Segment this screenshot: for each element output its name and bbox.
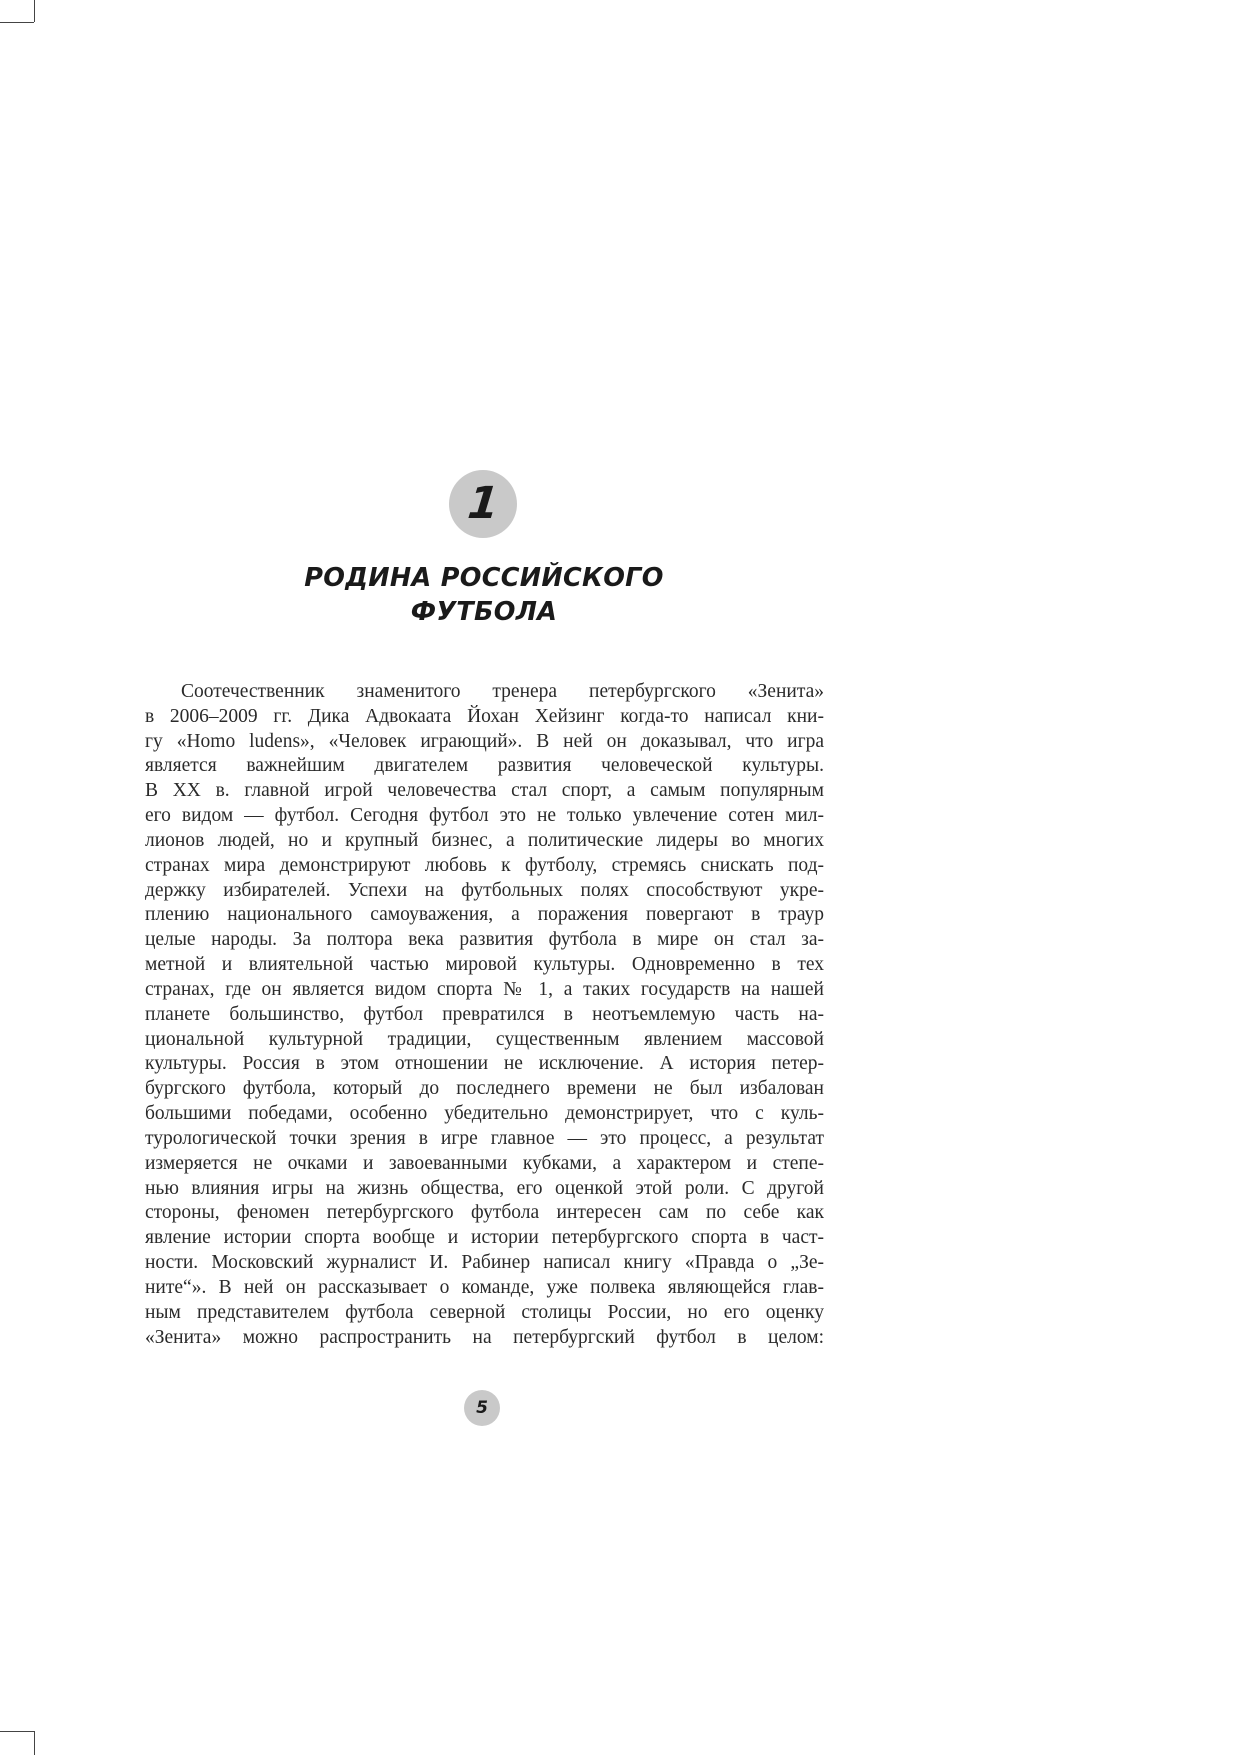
- chapter-number-badge: [449, 470, 517, 538]
- text-line: «Зенита» можно распространить на петербургский футбол в целом:: [145, 1326, 824, 1348]
- chapter-title-line: РОДИНА РОССИЙСКОГО: [304, 563, 664, 593]
- text-line: большими победами, особенно убедительно демонстрирует, что с куль-: [145, 1103, 824, 1125]
- text-line: его видом — футбол. Сегодня футбол это не только увлечение сотен мил-: [145, 805, 824, 827]
- text-line: держку избирателей. Успехи на футбольных полях способствуют укре-: [145, 879, 824, 901]
- text-line: странах, где он является видом спорта № 1, а таких государств на нашей: [145, 978, 824, 1000]
- text-line: турологической точки зрения в игре главное — это процесс, а результат: [145, 1127, 824, 1149]
- crop-mark-bottom-left-horizontal: [0, 1731, 34, 1732]
- text-line: плению национального самоуважения, а поражения повергают в траур: [145, 904, 824, 926]
- text-line: в 2006–2009 гг. Дика Адвокаата Йохан Хейзинг когда-то написал кни-: [145, 705, 824, 727]
- text-line: гу «Homo ludens», «Человек играющий». В ней он доказывал, что игра: [145, 730, 824, 752]
- text-line: ните“». В ней он рассказывает о команде, уже полвека являющейся глав-: [145, 1276, 824, 1298]
- page-number-badge: [464, 1390, 500, 1426]
- text-line: является важнейшим двигателем развития человеческой культуры.: [145, 755, 824, 777]
- text-line: странах мира демонстрируют любовь к футболу, стремясь снискать под-: [145, 854, 824, 876]
- crop-mark-bottom-left-vertical: [34, 1731, 35, 1755]
- chapter-number: 1: [465, 478, 502, 529]
- text-line: бургского футбола, который до последнего времени не был избалован: [145, 1078, 824, 1100]
- body-text: [145, 680, 824, 1350]
- text-line: явление истории спорта вообще и истории петербургского спорта в част-: [145, 1227, 824, 1249]
- text-line: ности. Московский журналист И. Рабинер написал книгу «Правда о „Зе-: [145, 1252, 824, 1274]
- crop-mark-top-left-horizontal: [0, 22, 34, 23]
- crop-mark-top-left-vertical: [34, 0, 35, 22]
- text-line: ным представителем футбола северной столицы России, но его оценку: [145, 1301, 824, 1323]
- chapter-title-line: ФУТБОЛА: [410, 597, 558, 627]
- text-line: нью влияния игры на жизнь общества, его оценкой этой роли. С другой: [145, 1177, 824, 1199]
- text-line: планете большинство, футбол превратился в неотъемлемую часть на-: [145, 1003, 824, 1025]
- text-line: культуры. Россия в этом отношении не исключение. А история петер-: [145, 1053, 824, 1075]
- page-number: 5: [476, 1397, 488, 1418]
- text-line: В XX в. главной игрой человечества стал спорт, а самым популярным: [145, 780, 824, 802]
- text-line: метной и влиятельной частью мировой культуры. Одновременно в тех: [145, 954, 824, 976]
- chapter-title: [280, 561, 688, 629]
- text-line: циональной культурной традиции, существенным явлением массовой: [145, 1028, 824, 1050]
- text-line: целые народы. За полтора века развития футбола в мире он стал за-: [145, 929, 824, 951]
- text-line: лионов людей, но и крупный бизнес, а политические лидеры во многих: [145, 829, 824, 851]
- text-line: измеряется не очками и завоеванными кубками, а характером и степе-: [145, 1152, 824, 1174]
- text-line: стороны, феномен петербургского футбола интересен сам по себе как: [145, 1202, 824, 1224]
- text-line: Соотечественник знаменитого тренера петербургского «Зенита»: [181, 681, 824, 702]
